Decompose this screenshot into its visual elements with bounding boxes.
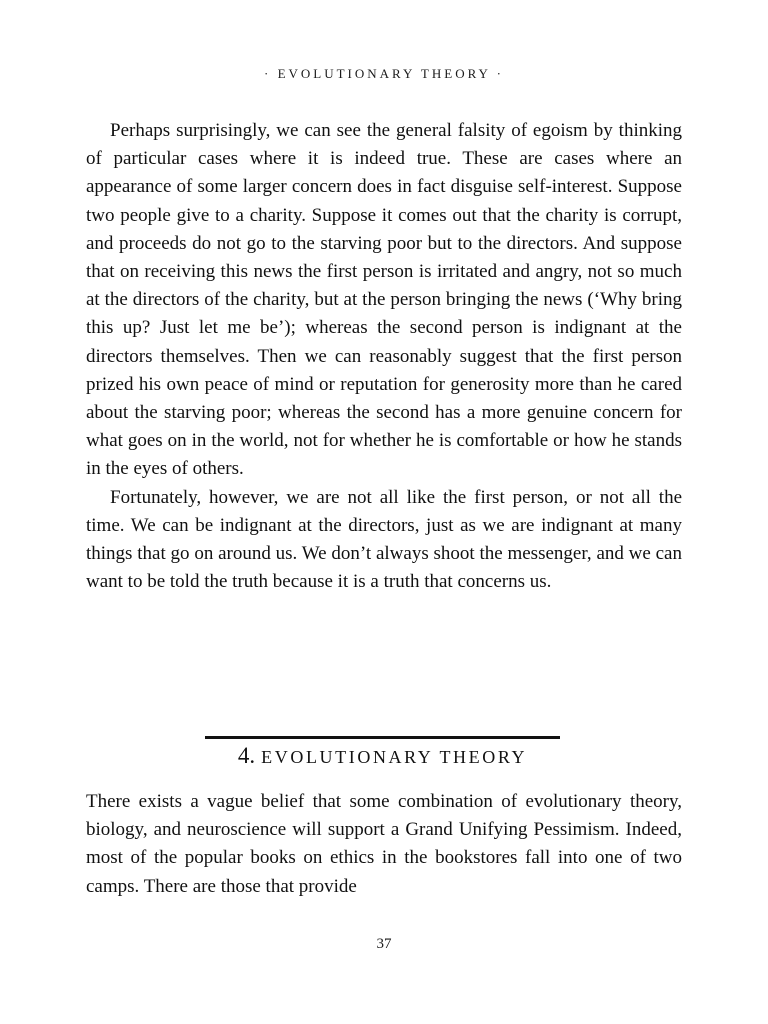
section-text-block	[86, 788, 682, 901]
main-text-block	[86, 117, 682, 596]
section-heading	[205, 736, 560, 769]
running-head: · EVOLUTIONARY THEORY ·	[263, 66, 505, 81]
section-paragraph: There exists a vague belief that some combination of evolutionary theory, biology, and neuroscience will support a Grand Unifying Pessimism. Indeed, most of the popular books on ethics in the bookstores fall into one of two camps. There are those that provide	[86, 791, 682, 897]
section-rule	[205, 736, 560, 739]
section-title-text: EVOLUTIONARY THEORY	[261, 747, 528, 767]
section-title	[205, 743, 560, 769]
section-number: 4.	[237, 743, 256, 768]
paragraph: Fortunately, however, we are not all like the first person, or not all the time. We can be indignant at the directors, just as we are indignant at many things that go on around us. We don’t always shoot the messenger, and we can want to be told the truth because it is a truth that concerns us.	[86, 486, 682, 593]
paragraph: Perhaps surprisingly, we can see the general falsity of egoism by thinking of particular cases where it is indeed true. These are cases where an appearance of some larger concern does in fact disguise self-interest. Suppose two people give to a charity. Suppose it comes out that the charity is corrupt, and proceeds do not go to the starving poor but to the directors. And suppose that on receiving this news the first person is irritated and angry, not so much at the directors of the charity, but at the person bringing the news (‘Why bring this up? Just let me be’); whereas the second person is indignant at the directors themselves. Then we can reasonably suggest that the first person prized his own peace of mind or reputation for generosity more than he cared about the starving poor; whereas the second has a more genuine concern for what goes on in the world, not for whether he is comfortable or how he stands in the eyes of others.	[86, 120, 682, 480]
page-number: 37	[376, 936, 392, 952]
